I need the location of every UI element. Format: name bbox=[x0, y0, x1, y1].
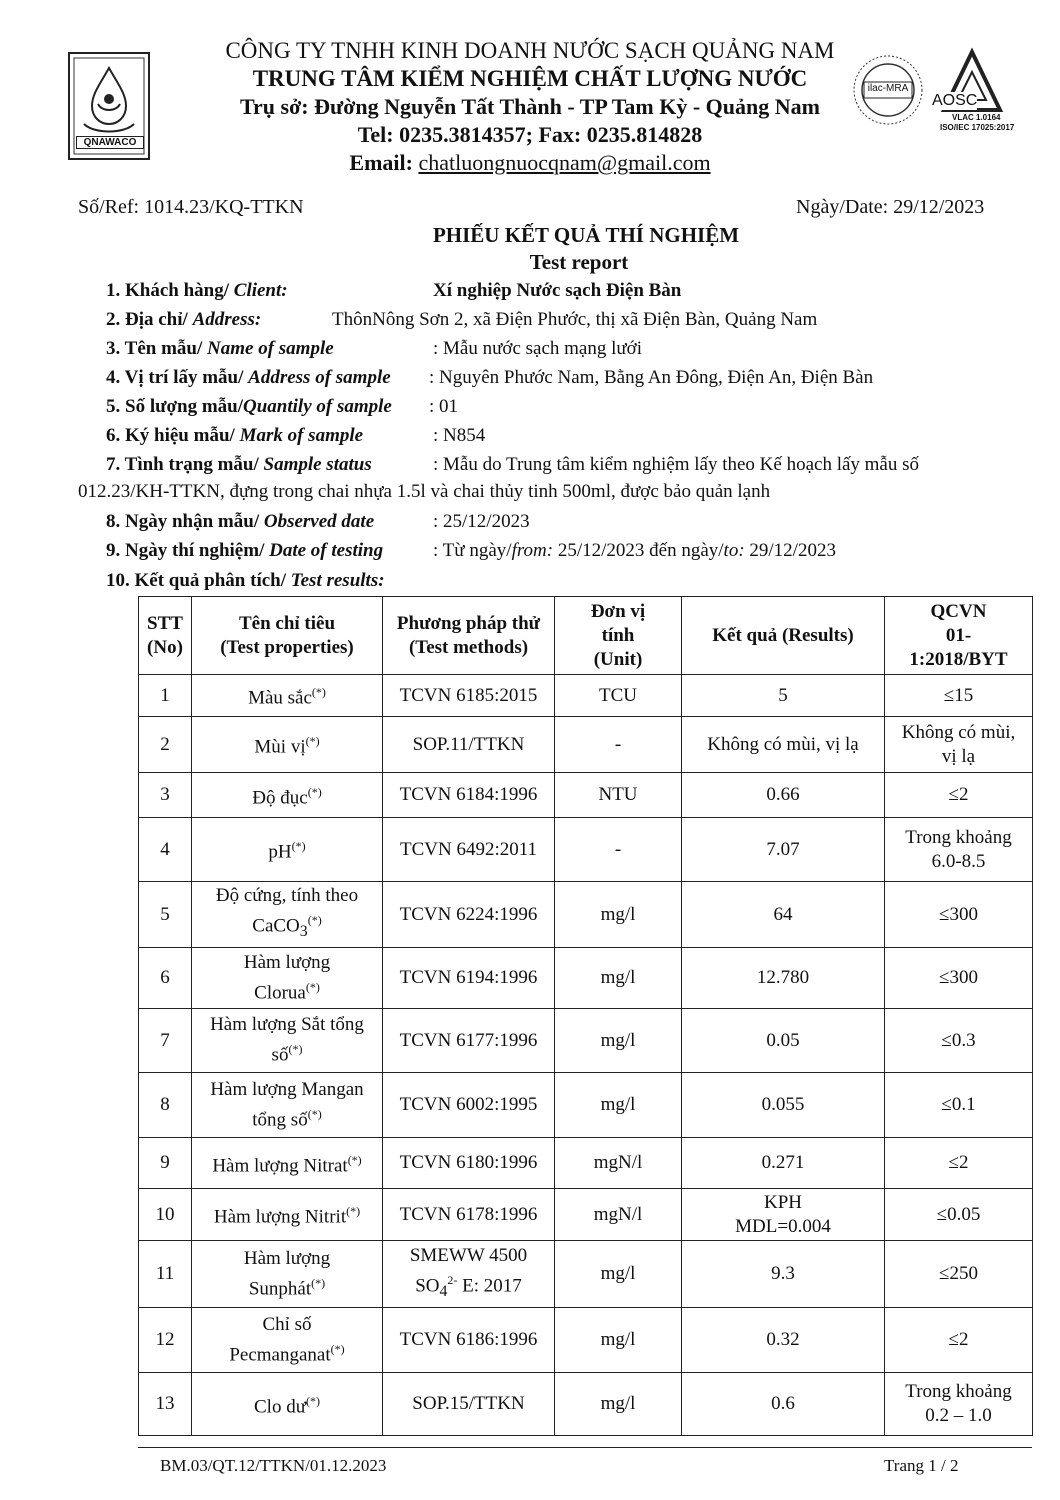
cell-no: 4 bbox=[139, 818, 192, 882]
info-quantity: 5. Số lượng mẫu/Quantily of sample bbox=[106, 396, 392, 417]
cell-test-property: Hàm lượng Sunphát(*) bbox=[192, 1241, 383, 1308]
cell-unit: mg/l bbox=[555, 1373, 682, 1436]
header-qcvn: QCVN 01- 1:2018/BYT bbox=[885, 597, 1033, 675]
cell-test-method: SMEWW 4500 $SO_4^{2-}$ E: 2017 bbox=[383, 1241, 555, 1308]
table-row bbox=[139, 948, 1033, 1009]
cell-unit: NTU bbox=[555, 773, 682, 818]
cell-test-method: TCVN 6180:1996 bbox=[383, 1138, 555, 1189]
report-title: PHIẾU KẾT QUẢ THÍ NGHIỆM bbox=[432, 223, 740, 247]
info-status: 7. Tình trạng mẫu/ Sample status bbox=[106, 454, 372, 475]
cell-test-property: Độ cứng, tính theo CaCO$_3$(*) bbox=[192, 882, 383, 948]
certification-marks bbox=[852, 46, 1022, 138]
cell-unit: mg/l bbox=[555, 1241, 682, 1308]
cell-test-property: Hàm lượng Nitrat(*) bbox=[192, 1138, 383, 1189]
email-label: Email: bbox=[349, 150, 419, 175]
table-row bbox=[139, 818, 1033, 882]
info-mark: 6. Ký hiệu mẫu/ Mark of sample bbox=[106, 425, 364, 446]
header-test-methods: Phương pháp thử (Test methods) bbox=[383, 597, 555, 675]
cell-no: 6 bbox=[139, 948, 192, 1009]
info-quantity-value: : 01 bbox=[429, 396, 459, 417]
info-observed-date-value: : 25/12/2023 bbox=[433, 511, 530, 532]
cell-result: 0.32 bbox=[682, 1308, 885, 1373]
results-table bbox=[138, 596, 1033, 1436]
email-link[interactable]: chatluongnuocqnam@gmail.com bbox=[418, 150, 711, 175]
cell-test-method: TCVN 6492:2011 bbox=[383, 818, 555, 882]
ilac-label: ilac-MRA bbox=[867, 83, 909, 94]
cell-result: 0.66 bbox=[682, 773, 885, 818]
info-test-results: 10. Kết quả phân tích/ Test results: bbox=[106, 570, 385, 591]
info-sample-name: 3. Tên mẫu/ Name of sample bbox=[106, 338, 334, 359]
aosc-label: AOSC bbox=[932, 92, 978, 109]
cell-no: 7 bbox=[139, 1009, 192, 1073]
info-sample-address-value: : Nguyên Phước Nam, Bằng An Đông, Điện An, Điện Bàn bbox=[429, 367, 874, 388]
cell-test-property: Chỉ số Pecmanganat(*) bbox=[192, 1308, 383, 1373]
table-row bbox=[139, 1373, 1033, 1436]
cell-no: 11 bbox=[139, 1241, 192, 1308]
cell-test-method: TCVN 6224:1996 bbox=[383, 882, 555, 948]
cell-test-property: Hàm lượng Clorua(*) bbox=[192, 948, 383, 1009]
reference-number: Số/Ref: 1014.23/KQ-TTKN bbox=[78, 196, 304, 218]
cell-no: 5 bbox=[139, 882, 192, 948]
footer-page-number: Trang 1 / 2 bbox=[884, 1456, 959, 1475]
table-row bbox=[139, 1241, 1033, 1308]
cell-result: 12.780 bbox=[682, 948, 885, 1009]
vilas-label: VLAC 1.0164 bbox=[952, 113, 1001, 122]
info-mark-value: : N854 bbox=[433, 425, 486, 446]
cell-unit: TCU bbox=[555, 675, 682, 717]
cell-test-method: TCVN 6184:1996 bbox=[383, 773, 555, 818]
cell-qcvn-limit: ≤0.3 bbox=[885, 1009, 1033, 1073]
company-name: CÔNG TY TNHH KINH DOANH NƯỚC SẠCH QUẢNG NAM bbox=[225, 38, 835, 63]
info-sample-address: 4. Vị trí lấy mẫu/ Address of sample bbox=[106, 367, 391, 388]
info-testing-date: 9. Ngày thí nghiệm/ Date of testing bbox=[106, 540, 384, 561]
cell-qcvn-limit: ≤0.05 bbox=[885, 1189, 1033, 1241]
cell-no: 12 bbox=[139, 1308, 192, 1373]
footer-form-code: BM.03/QT.12/TTKN/01.12.2023 bbox=[160, 1456, 387, 1475]
table-row bbox=[139, 717, 1033, 773]
cell-test-method: TCVN 6186:1996 bbox=[383, 1308, 555, 1373]
cell-test-method: TCVN 6185:2015 bbox=[383, 675, 555, 717]
cell-result: 5 bbox=[682, 675, 885, 717]
cell-test-property: Màu sắc(*) bbox=[192, 675, 383, 717]
cell-qcvn-limit: ≤2 bbox=[885, 773, 1033, 818]
cell-result: 9.3 bbox=[682, 1241, 885, 1308]
cell-result: 64 bbox=[682, 882, 885, 948]
table-header-row bbox=[139, 597, 1033, 675]
cell-qcvn-limit: ≤300 bbox=[885, 882, 1033, 948]
header-stt: STT (No) bbox=[139, 597, 192, 675]
footer-divider bbox=[138, 1447, 1032, 1448]
info-address: 2. Địa chỉ/ Address: bbox=[106, 309, 262, 330]
cell-test-property: Hàm lượng Sắt tổng số(*) bbox=[192, 1009, 383, 1073]
info-status-value: : Mẫu do Trung tâm kiểm nghiệm lấy theo Kế hoạch lấy mẫu số bbox=[433, 454, 920, 475]
table-row bbox=[139, 882, 1033, 948]
cell-result: 0.271 bbox=[682, 1138, 885, 1189]
table-row bbox=[139, 1189, 1033, 1241]
cell-qcvn-limit: ≤15 bbox=[885, 675, 1033, 717]
cell-qcvn-limit: ≤300 bbox=[885, 948, 1033, 1009]
table-row bbox=[139, 675, 1033, 717]
cell-result: 0.055 bbox=[682, 1073, 885, 1138]
cell-test-method: TCVN 6177:1996 bbox=[383, 1009, 555, 1073]
info-client-value: Xí nghiệp Nước sạch Điện Bàn bbox=[433, 280, 682, 301]
cell-unit: mg/l bbox=[555, 1009, 682, 1073]
info-client: 1. Khách hàng/ Client: bbox=[106, 280, 288, 301]
logo-text: QNAWACO bbox=[76, 136, 144, 149]
header-email-line bbox=[150, 150, 910, 176]
iso-label: ISO/IEC 17025:2017 bbox=[940, 123, 1015, 132]
info-testing-date-value: : Từ ngày/from: 25/12/2023 đến ngày/to: 29/12/2023 bbox=[433, 540, 836, 561]
info-status-value-cont: 012.23/KH-TTKN, đựng trong chai nhựa 1.5l và chai thủy tinh 500ml, được bảo quản lạnh bbox=[78, 481, 771, 502]
cell-unit: mgN/l bbox=[555, 1138, 682, 1189]
table-row bbox=[139, 1138, 1033, 1189]
cell-result: 0.6 bbox=[682, 1373, 885, 1436]
cell-unit: mg/l bbox=[555, 1308, 682, 1373]
table-row bbox=[139, 1308, 1033, 1373]
cell-test-property: Clo dư(*) bbox=[192, 1373, 383, 1436]
cell-test-property: Hàm lượng Mangan tổng số(*) bbox=[192, 1073, 383, 1138]
info-sample-name-value: : Mẫu nước sạch mạng lưới bbox=[433, 338, 643, 359]
cell-unit: mg/l bbox=[555, 882, 682, 948]
cell-qcvn-limit: Trong khoảng 0.2 – 1.0 bbox=[885, 1373, 1033, 1436]
center-name: TRUNG TÂM KIỂM NGHIỆM CHẤT LƯỢNG NƯỚC bbox=[252, 66, 808, 91]
cell-test-property: Độ đục(*) bbox=[192, 773, 383, 818]
cell-unit: mgN/l bbox=[555, 1189, 682, 1241]
report-subtitle: Test report bbox=[529, 250, 629, 274]
cell-unit: - bbox=[555, 818, 682, 882]
cell-qcvn-limit: Không có mùi, vị lạ bbox=[885, 717, 1033, 773]
cell-no: 10 bbox=[139, 1189, 192, 1241]
cell-qcvn-limit: ≤0.1 bbox=[885, 1073, 1033, 1138]
cell-test-method: TCVN 6194:1996 bbox=[383, 948, 555, 1009]
cell-qcvn-limit: ≤2 bbox=[885, 1138, 1033, 1189]
table-row bbox=[139, 1009, 1033, 1073]
info-address-value: ThônNông Sơn 2, xã Điện Phước, thị xã Điện Bàn, Quảng Nam bbox=[332, 309, 818, 330]
cell-no: 2 bbox=[139, 717, 192, 773]
cell-unit: mg/l bbox=[555, 948, 682, 1009]
cell-result: 0.05 bbox=[682, 1009, 885, 1073]
cell-no: 13 bbox=[139, 1373, 192, 1436]
table-row bbox=[139, 1073, 1033, 1138]
cell-qcvn-limit: ≤250 bbox=[885, 1241, 1033, 1308]
cell-test-property: Mùi vị(*) bbox=[192, 717, 383, 773]
cell-test-method: TCVN 6002:1995 bbox=[383, 1073, 555, 1138]
header-phone: Tel: 0235.3814357; Fax: 0235.814828 bbox=[357, 122, 703, 147]
header-unit: Đơn vị tính (Unit) bbox=[555, 597, 682, 675]
cell-no: 9 bbox=[139, 1138, 192, 1189]
header-address: Trụ sở: Đường Nguyễn Tất Thành - TP Tam Kỳ - Quảng Nam bbox=[240, 94, 820, 119]
cell-unit: mg/l bbox=[555, 1073, 682, 1138]
cell-no: 3 bbox=[139, 773, 192, 818]
cell-test-property: pH(*) bbox=[192, 818, 383, 882]
cell-test-method: TCVN 6178:1996 bbox=[383, 1189, 555, 1241]
header-test-properties: Tên chỉ tiêu (Test properties) bbox=[192, 597, 383, 675]
cell-no: 1 bbox=[139, 675, 192, 717]
cell-test-method: SOP.15/TTKN bbox=[383, 1373, 555, 1436]
cell-result: 7.07 bbox=[682, 818, 885, 882]
info-observed-date: 8. Ngày nhận mẫu/ Observed date bbox=[106, 511, 375, 532]
header-results: Kết quả (Results) bbox=[682, 597, 885, 675]
company-logo bbox=[68, 52, 150, 160]
cell-test-method: SOP.11/TTKN bbox=[383, 717, 555, 773]
report-date: Ngày/Date: 29/12/2023 bbox=[796, 196, 985, 218]
cell-test-property: Hàm lượng Nitrit(*) bbox=[192, 1189, 383, 1241]
cell-qcvn-limit: Trong khoảng 6.0-8.5 bbox=[885, 818, 1033, 882]
cell-unit: - bbox=[555, 717, 682, 773]
cell-result: Không có mùi, vị lạ bbox=[682, 717, 885, 773]
cell-qcvn-limit: ≤2 bbox=[885, 1308, 1033, 1373]
table-row bbox=[139, 773, 1033, 818]
cell-no: 8 bbox=[139, 1073, 192, 1138]
cell-result: KPH MDL=0.004 bbox=[682, 1189, 885, 1241]
